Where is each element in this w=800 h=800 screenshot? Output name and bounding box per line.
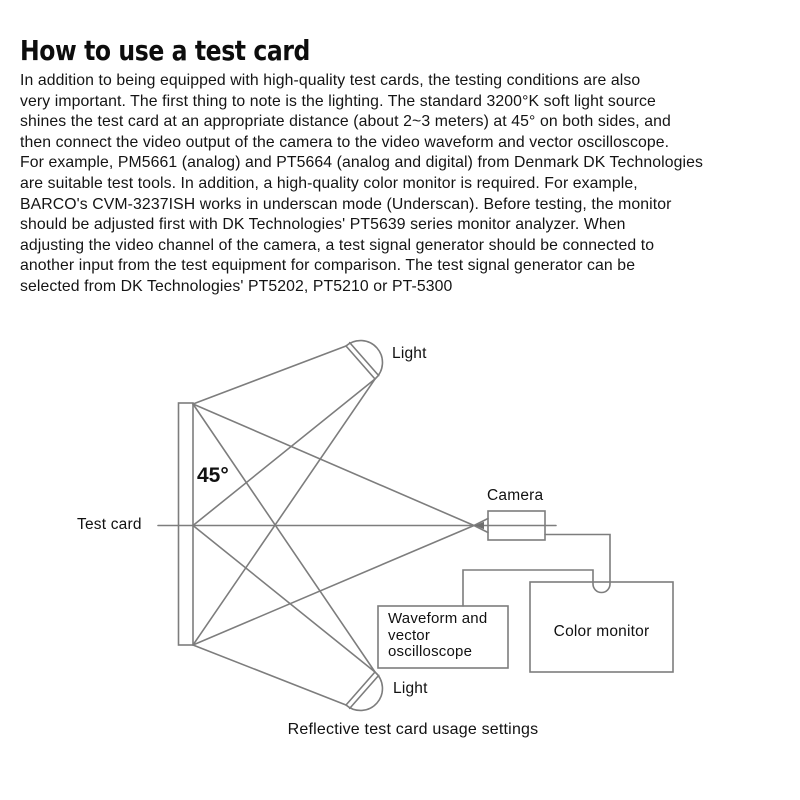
body-line: In addition to being equipped with high-quality test cards, the testing conditions are also (20, 72, 641, 89)
top-light-beam-line (193, 379, 375, 645)
oscilloscope-label-line: Waveform and (388, 610, 488, 627)
body-line: BARCO's CVM-3237ISH works in underscan mode (Underscan). Before testing, the monitor (20, 195, 672, 213)
light-top-label: Light (392, 345, 427, 362)
bottom-light-shape (346, 672, 382, 710)
top-light-beam-line (193, 379, 375, 526)
body-line: For example, PM5661 (analog) and PT5664 (analog and digital) from Denmark DK Technologies (20, 154, 703, 172)
body-line: another input from the test equipment for comparison. The test signal generator can be (20, 257, 636, 275)
body-line: shines the test card at an appropriate distance (about 2~3 meters) at 45° on both sides, and (20, 113, 671, 131)
body-line: selected from DK Technologies' PT5202, PT5210 or PT-5300 (20, 277, 453, 295)
body-line: adjusting the video channel of the camera, a test signal generator should be connected to (20, 236, 655, 254)
body-line: should be adjusted first with DK Technologies' PT5639 series monitor analyzer. When (20, 216, 626, 234)
oscilloscope-label-line: oscilloscope (388, 643, 473, 660)
signal-cable (463, 535, 610, 607)
test-card-shape (179, 403, 194, 645)
top-light-beam-line (193, 346, 346, 404)
test-card-label: Test card (77, 516, 142, 533)
bottom-light-beam-line (193, 645, 346, 705)
oscilloscope-label-line: vector (388, 626, 431, 644)
top-light-shape (346, 341, 382, 379)
body-line: then connect the video output of the camera to the video waveform and vector oscilloscope. (20, 133, 670, 151)
angle-label: 45° (197, 464, 229, 487)
camera-label: Camera (487, 487, 544, 504)
body-line: very important. The first thing to note is the lighting. The standard 3200°K soft light source (20, 92, 656, 110)
bottom-light-beam-line (193, 526, 375, 673)
body-line: are suitable test tools. In addition, a high-quality color monitor is required. For example, (20, 174, 638, 192)
color-monitor-label: Color monitor (553, 623, 650, 640)
light-bottom-label: Light (393, 680, 428, 697)
page-title: How to use a test card (20, 34, 310, 67)
figure-caption: Reflective test card usage settings (287, 721, 539, 738)
oscilloscope-label (388, 611, 487, 661)
